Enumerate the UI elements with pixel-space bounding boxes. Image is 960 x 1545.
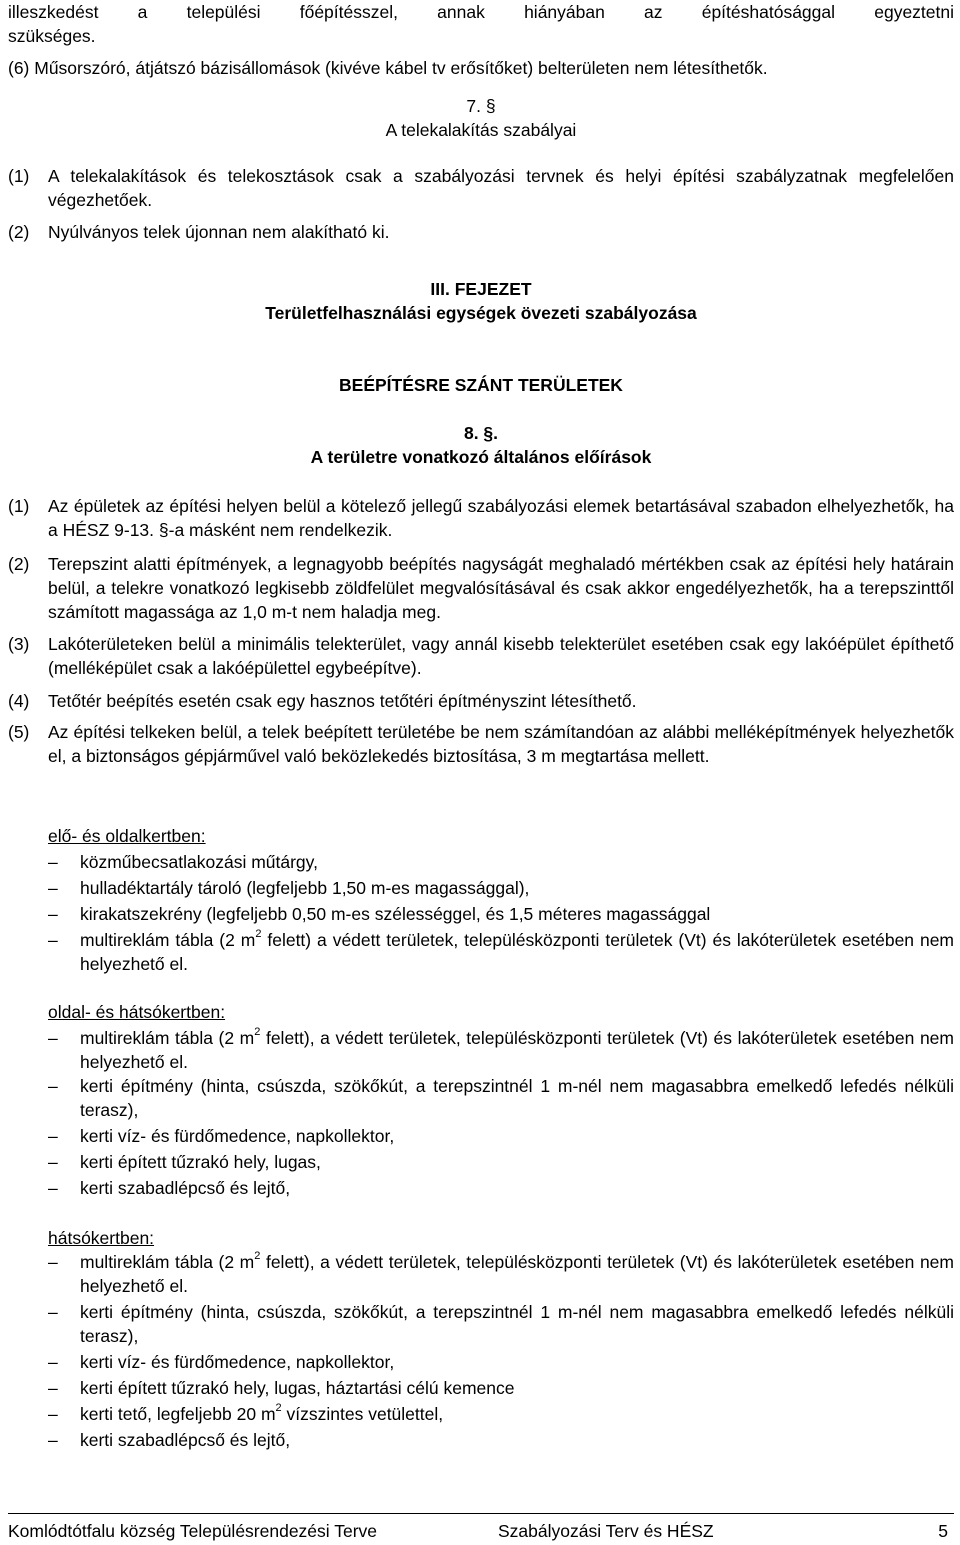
text-fragment: multireklám tábla (2 m <box>80 1028 255 1048</box>
section8-paragraph-2 <box>8 552 954 624</box>
chapter-number: III. FEJEZET <box>430 279 532 299</box>
list-item-text: kerti szabadlépcső és lejtő, <box>80 1178 291 1198</box>
text-line: szükséges. <box>8 26 96 46</box>
dash-bullet: – <box>48 1352 58 1372</box>
section-title: A telekalakítás szabályai <box>385 120 577 140</box>
superscript: 2 <box>275 1402 282 1415</box>
section-title: A területre vonatkozó általános előírások <box>310 447 652 467</box>
chapter-title: Területfelhasználási egységek övezeti szabályozása <box>265 303 697 323</box>
paragraph-continuation <box>8 0 954 48</box>
list-item-text: közműbecsatlakozási műtárgy, <box>80 852 318 872</box>
list-item-text: kerti víz- és fürdőmedence, napkollektor, <box>80 1126 395 1146</box>
list-heading <box>48 824 954 848</box>
chapter-subtitle: BEÉPÍTÉSRE SZÁNT TERÜLETEK <box>339 375 623 395</box>
paragraph-text: Lakóterületeken belül a minimális telekterület, vagy annál kisebb telekterület esetében csak egy lakóépület építhető (melléképület csak a lakóépülettel egybeépítve). <box>48 634 954 678</box>
section7-paragraph-2 <box>8 220 954 244</box>
dash-bullet: – <box>48 904 58 924</box>
superscript: 2 <box>255 928 262 941</box>
paragraph-text: Tetőtér beépítés esetén csak egy hasznos tetőtéri építményszint létesíthető. <box>48 691 637 711</box>
section7-paragraph-1 <box>8 164 954 212</box>
list-item <box>8 1402 954 1426</box>
list-heading-text: elő- és oldalkertben: <box>48 826 206 846</box>
paragraph-number: (3) <box>8 634 30 654</box>
list-item <box>8 1176 954 1200</box>
text-fragment: multireklám tábla (2 m <box>80 930 256 950</box>
paragraph-number: (2) <box>8 554 30 574</box>
list-item-text: hulladéktartály tároló (legfeljebb 1,50 m-es magassággal), <box>80 878 530 898</box>
list-item <box>8 1250 954 1298</box>
paragraph-text: Az épületek az építési helyen belül a kötelező jellegű szabályozási elemek betartásával szabadon elhelyezhetők, ha a HÉSZ 9-13. §-a másként nem rendelkezik. <box>48 496 954 540</box>
section8-paragraph-4 <box>8 689 954 713</box>
text-fragment: kerti tető, legfeljebb 20 m <box>80 1404 276 1424</box>
list-item-text <box>80 1402 954 1426</box>
list-item <box>8 850 954 874</box>
list-heading-text: hátsókertben: <box>48 1228 155 1248</box>
paragraph-text: Az építési telkeken belül, a telek beépített területébe be nem számítandóan az alábbi melléképítmények helyezhetők el, a biztonságos gépjárművel való beközlekedés biztosítása, 3 m megtartása mellett. <box>48 722 954 766</box>
list-item <box>8 1376 954 1400</box>
list-item-text: kerti építmény (hinta, csúszda, szökőkút, a terepszintnél 1 m-nél nem magasabbra emelkedő lefedés nélküli terasz), <box>80 1076 954 1120</box>
list-item-text <box>80 1026 954 1074</box>
paragraph-number: (1) <box>8 496 30 516</box>
dash-bullet: – <box>48 1076 58 1096</box>
text-fragment: felett), a védett területek, településközponti területek (Vt) és lakóterületek esetében nem helyezhető el. <box>80 1028 954 1072</box>
text-line: illeszkedést a települési főépítésszel, annak hiányában az építéshatósággal egyeztetni <box>8 2 954 22</box>
section-number: 8. §. <box>463 423 499 443</box>
footer-rule <box>8 1513 954 1514</box>
list-item <box>8 1074 954 1122</box>
list-item <box>8 876 954 900</box>
dash-bullet: – <box>48 1404 58 1424</box>
list-heading-text: oldal- és hátsókertben: <box>48 1002 226 1022</box>
section8-paragraph-3 <box>8 632 954 680</box>
paragraph-number: (2) <box>8 222 30 242</box>
text-fragment: multireklám tábla (2 m <box>80 1252 255 1272</box>
list-item-text: kerti szabadlépcső és lejtő, <box>80 1430 291 1450</box>
section8-paragraph-5 <box>8 720 954 768</box>
paragraph-number: (1) <box>8 166 30 186</box>
list-item-text <box>80 928 954 976</box>
dash-bullet: – <box>48 930 58 950</box>
list-item-text: kerti épített tűzrakó hely, lugas, háztartási célú kemence <box>80 1378 515 1398</box>
paragraph-number: (5) <box>8 722 30 742</box>
list-item <box>8 1300 954 1348</box>
footer-document-title: Komlódtótfalu község Településrendezési Terve <box>8 1521 378 1541</box>
dash-bullet: – <box>48 1430 58 1450</box>
list-item <box>8 902 954 926</box>
list-item <box>8 928 954 976</box>
dash-bullet: – <box>48 1252 58 1272</box>
dash-bullet: – <box>48 852 58 872</box>
paragraph-text: Terepszint alatti építmények, a legnagyobb beépítés nagyságát meghaladó mértékben csak az építési hely határain belül, a telekre vonatkozó legkisebb zöldfelület megvalósításával és csak akkor engedélyezhetők, ha a terepszinttől számított magassága az 1,0 m-t nem haladja meg. <box>48 554 954 622</box>
list-item-text: kerti építmény (hinta, csúszda, szökőkút, a terepszintnél 1 m-nél nem magasabbra emelkedő lefedés nélküli terasz), <box>80 1302 954 1346</box>
list-heading <box>48 1000 954 1024</box>
superscript: 2 <box>254 1026 261 1039</box>
list-item <box>8 1026 954 1074</box>
list-item <box>8 1124 954 1148</box>
section-number: 7. § <box>466 96 496 116</box>
superscript: 2 <box>254 1250 261 1263</box>
text-fragment: felett), a védett területek, településközponti területek (Vt) és lakóterületek esetében nem helyezhető el. <box>80 1252 954 1296</box>
dash-bullet: – <box>48 1302 58 1322</box>
dash-bullet: – <box>48 1378 58 1398</box>
list-item-text: kerti víz- és fürdőmedence, napkollektor, <box>80 1352 395 1372</box>
paragraph-6: (6) Műsorszóró, átjátszó bázisállomások (kivéve kábel tv erősítőket) belterületen nem létesíthetők. <box>8 58 768 78</box>
list-item-text: kirakatszekrény (legfeljebb 0,50 m-es szélességgel, és 1,5 méteres magassággal <box>80 904 711 924</box>
list-item <box>8 1150 954 1174</box>
paragraph-number: (4) <box>8 691 30 711</box>
list-item <box>8 1350 954 1374</box>
page-footer <box>8 1519 954 1543</box>
text-fragment: vízszintes vetülettel, <box>281 1404 444 1424</box>
section8-paragraph-1 <box>8 494 954 542</box>
dash-bullet: – <box>48 1152 58 1172</box>
footer-section-title: Szabályozási Terv és HÉSZ <box>498 1521 714 1541</box>
dash-bullet: – <box>48 1178 58 1198</box>
dash-bullet: – <box>48 1126 58 1146</box>
dash-bullet: – <box>48 1028 58 1048</box>
list-item <box>8 1428 954 1452</box>
paragraph-text: Nyúlványos telek újonnan nem alakítható ki. <box>48 222 390 242</box>
page-number: 5 <box>938 1521 948 1541</box>
text-fragment: felett) a védett területek, településközponti területek (Vt) és lakóterületek esetében nem helyezhető el. <box>80 930 954 974</box>
dash-bullet: – <box>48 878 58 898</box>
list-heading <box>48 1226 954 1250</box>
list-item-text <box>80 1250 954 1298</box>
list-item-text: kerti épített tűzrakó hely, lugas, <box>80 1152 321 1172</box>
paragraph-text: A telekalakítások és telekosztások csak a szabályozási tervnek és helyi építési szabályzatnak megfelelően végezhetőek. <box>48 166 954 210</box>
